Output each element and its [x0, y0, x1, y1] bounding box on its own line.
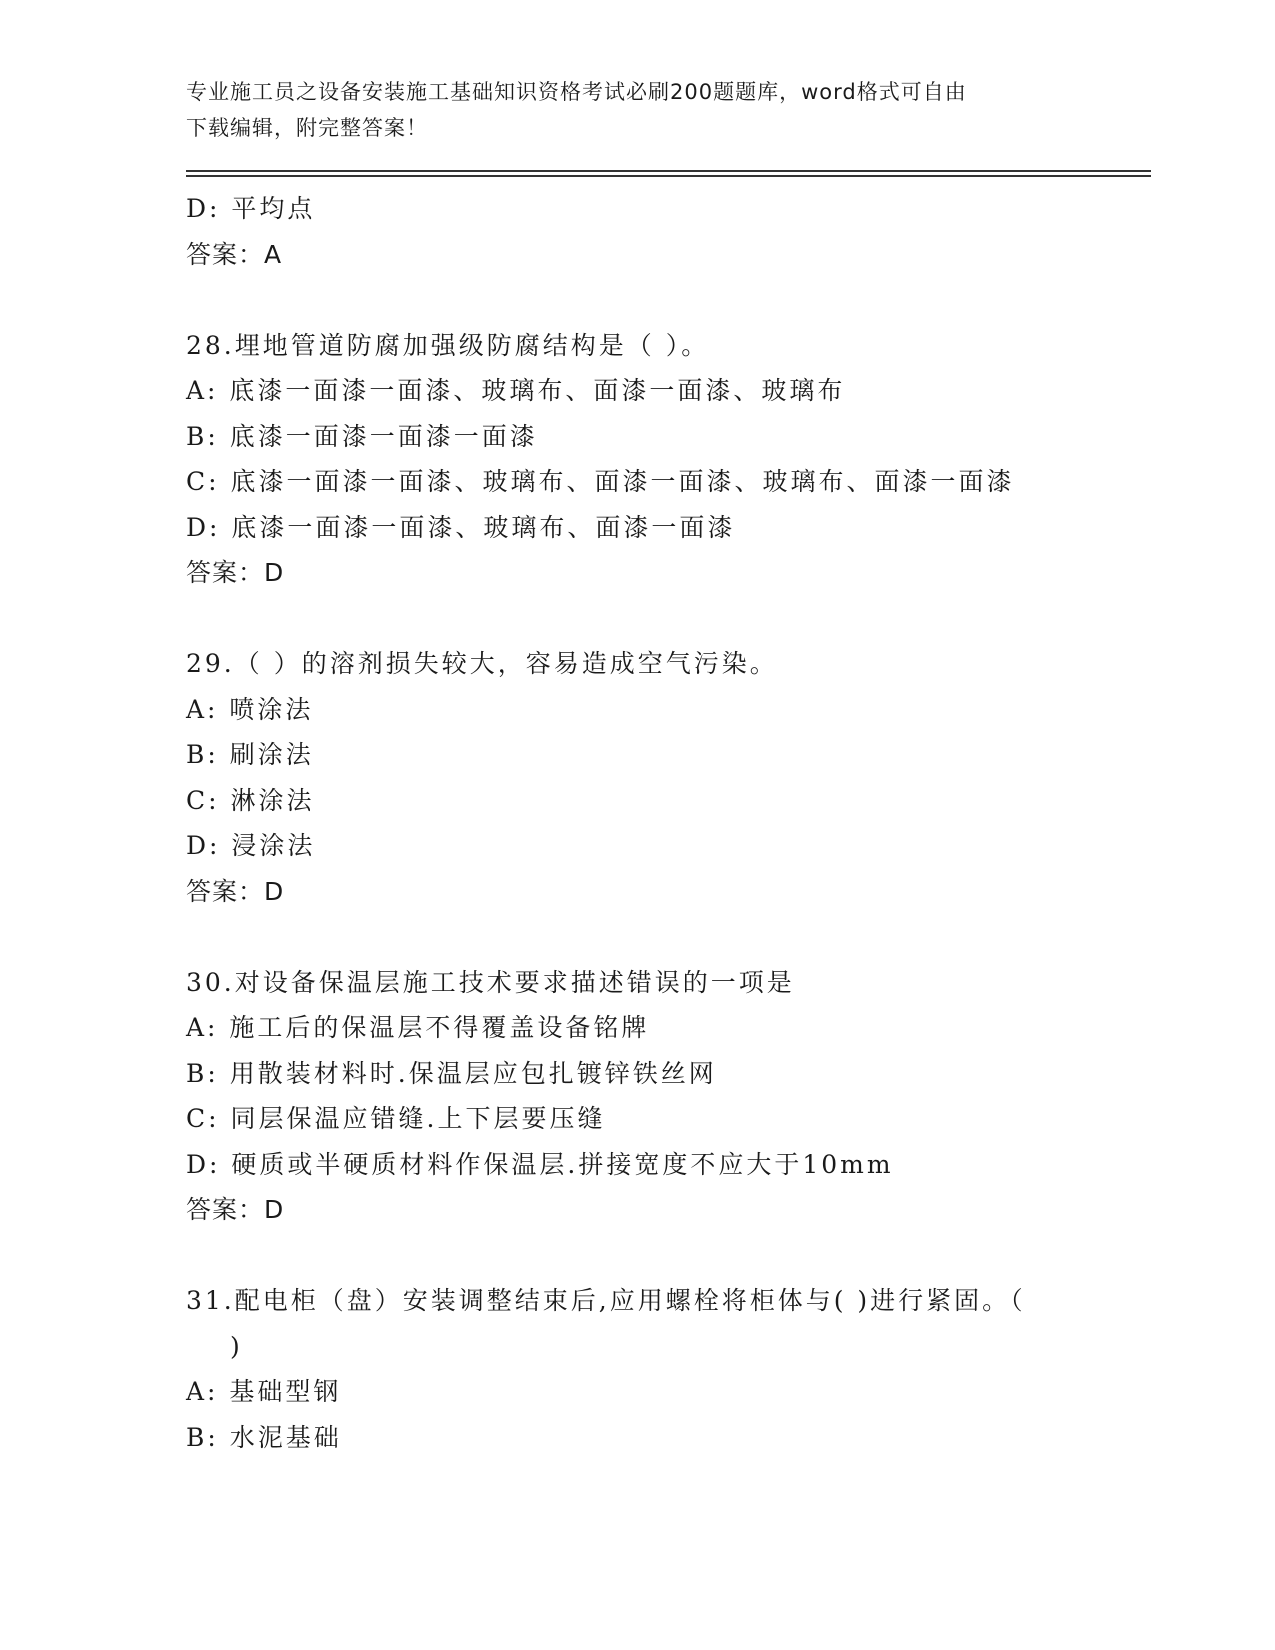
- spacer: [186, 914, 1146, 960]
- option-d: D: 硬质或半硬质材料作保温层.拼接宽度不应大于10mm: [186, 1149, 894, 1179]
- spacer: [186, 277, 1146, 323]
- option-a: A: 施工后的保温层不得覆盖设备铭牌: [186, 1013, 650, 1042]
- option-c: C: 底漆一面漆一面漆、玻璃布、面漆一面漆、玻璃布、面漆一面漆: [186, 467, 1015, 496]
- option-a: A: 底漆一面漆一面漆、玻璃布、面漆一面漆、玻璃布: [186, 376, 846, 405]
- option-b: B: 用散装材料时.保温层应包扎镀锌铁丝网: [186, 1058, 717, 1088]
- answer: 答案：D: [186, 1195, 285, 1224]
- answer: 答案：D: [186, 876, 285, 906]
- option-c: C: 淋涂法: [186, 785, 315, 815]
- header-title-line1: 专业施工员之设备安装施工基础知识资格考试必刷200题题库，word格式可自由: [186, 80, 967, 104]
- option-a: A: 基础型钢: [186, 1377, 342, 1406]
- spacer: [186, 596, 1146, 642]
- option-b: B: 水泥基础: [186, 1422, 342, 1452]
- option-b: B: 刷涂法: [186, 740, 314, 769]
- question-stem: 30.对设备保温层施工技术要求描述错误的一项是: [186, 967, 795, 997]
- prev-option-d: D: 平均点: [186, 194, 316, 223]
- answer: 答案：D: [186, 558, 285, 587]
- question-stem: 28.埋地管道防腐加强级防腐结构是（ ）。: [186, 330, 710, 360]
- document-header: [186, 74, 1066, 146]
- option-d: D: 底漆一面漆一面漆、玻璃布、面漆一面漆: [186, 512, 736, 542]
- question-list: [186, 186, 1146, 1460]
- question-stem-continuation: ): [230, 1331, 243, 1361]
- option-d: D: 浸涂法: [186, 831, 316, 860]
- question-28: [186, 323, 1146, 596]
- question-stem: 31.配电柜（盘）安装调整结束后,应用螺栓将柜体与( )进行紧固。（: [186, 1286, 1026, 1315]
- question-stem: 29.（ ）的溶剂损失较大，容易造成空气污染。: [186, 649, 778, 678]
- question-31: [186, 1278, 1146, 1460]
- question-30: [186, 960, 1146, 1233]
- header-rule-bottom: [186, 175, 1151, 177]
- question-29: [186, 641, 1146, 914]
- option-c: C: 同层保温应错缝.上下层要压缝: [186, 1104, 606, 1133]
- header-title-line2: 下载编辑，附完整答案！: [186, 116, 428, 140]
- option-b: B: 底漆一面漆一面漆一面漆: [186, 421, 538, 451]
- prev-answer: 答案：A: [186, 239, 283, 269]
- spacer: [186, 1233, 1146, 1279]
- header-rule-top: [186, 170, 1151, 172]
- option-a: A: 喷涂法: [186, 694, 314, 724]
